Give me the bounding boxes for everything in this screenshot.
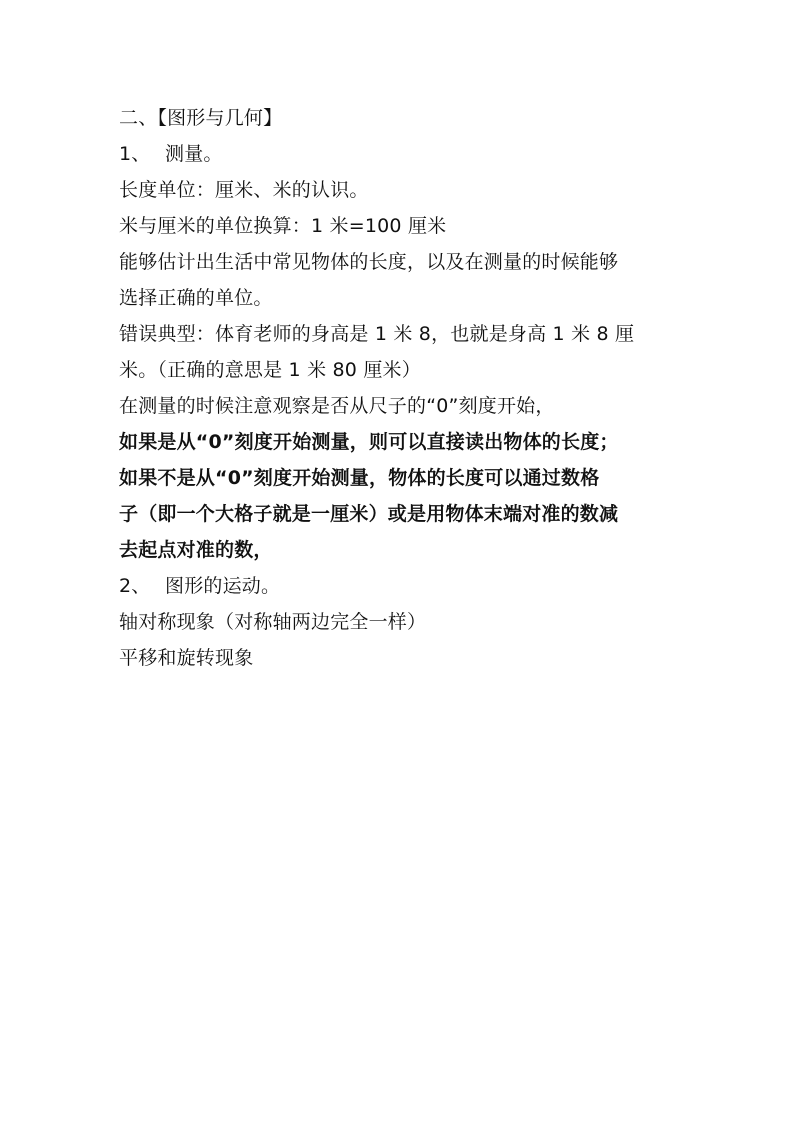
bold-paragraph-line: 如果是从“0”刻度开始测量，则可以直接读出物体的长度；	[119, 431, 619, 453]
bold-paragraph-line: 如果不是从“0”刻度开始测量，物体的长度可以通过数格	[119, 467, 600, 489]
list-item-title: 测量。	[165, 143, 223, 165]
list-number: 1、	[119, 143, 151, 165]
list-item-shape-motion	[119, 568, 679, 604]
paragraph-line: 选择正确的单位。	[119, 287, 273, 309]
paragraph-line: 能够估计出生活中常见物体的长度，以及在测量的时候能够	[119, 251, 619, 273]
bold-paragraph-line: 去起点对准的数，	[119, 539, 273, 561]
bold-paragraph-line: 子（即一个大格子就是一厘米）或是用物体末端对准的数减	[119, 503, 619, 525]
paragraph-line: 在测量的时候注意观察是否从尺子的“0”刻度开始，	[119, 395, 555, 417]
paragraph-line: 米与厘米的单位换算：1 米=100 厘米	[119, 215, 447, 237]
paragraph-line: 长度单位：厘米、米的认识。	[119, 179, 369, 201]
list-number: 2、	[119, 575, 151, 597]
list-item-title: 图形的运动。	[165, 575, 281, 597]
section-heading: 二、【图形与几何】	[119, 107, 283, 129]
paragraph-line: 平移和旋转现象	[119, 647, 254, 669]
list-item-measurement	[119, 136, 679, 172]
paragraph-line: 轴对称现象（对称轴两边完全一样）	[119, 611, 427, 633]
paragraph-line: 错误典型：体育老师的身高是 1 米 8，也就是身高 1 米 8 厘	[119, 323, 635, 345]
paragraph-line: 米。（正确的意思是 1 米 80 厘米）	[119, 359, 421, 381]
document-body	[119, 100, 679, 676]
